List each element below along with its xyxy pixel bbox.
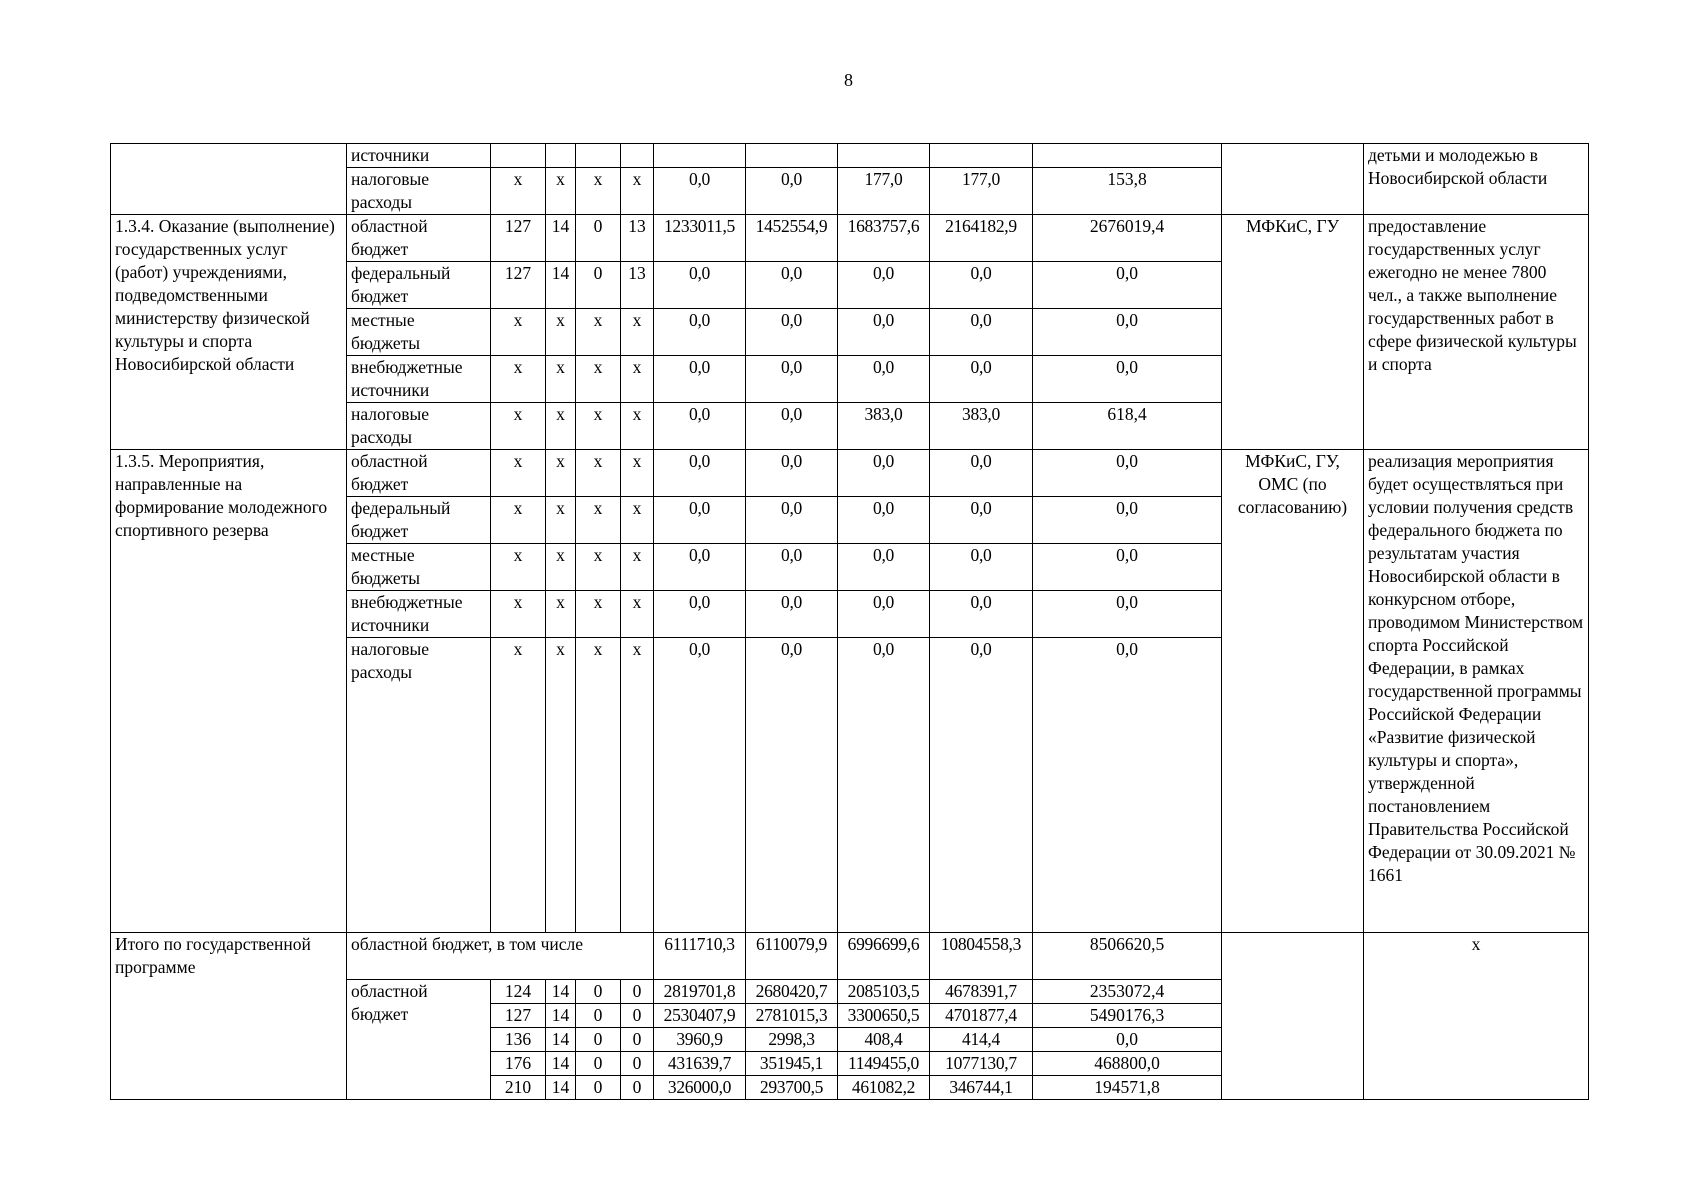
value-cell: 0,0 xyxy=(1033,544,1222,591)
code-cell: 13 xyxy=(621,262,654,309)
value-cell: 0,0 xyxy=(746,591,838,638)
expected-result: x xyxy=(1364,933,1589,1100)
value-cell: 0,0 xyxy=(838,591,930,638)
executor-cell: МФКиС, ГУ xyxy=(1222,215,1364,450)
code-cell: x xyxy=(621,591,654,638)
value-cell: 0,0 xyxy=(930,262,1033,309)
funding-source: налоговые расходы xyxy=(347,638,491,933)
code-cell: x xyxy=(546,356,576,403)
code-cell: x xyxy=(576,403,621,450)
expected-result: предоставление государственных услуг ежегодно не менее 7800 чел., а также выполнение государственных работ в сфере физической культуры и спорта xyxy=(1364,215,1589,450)
value-cell: 0,0 xyxy=(746,638,838,933)
value-cell xyxy=(838,144,930,168)
code-cell: 14 xyxy=(546,980,576,1004)
code-cell xyxy=(491,144,546,168)
funding-source: налоговые расходы xyxy=(347,168,491,215)
code-cell: x xyxy=(491,450,546,497)
value-cell: 4678391,7 xyxy=(930,980,1033,1004)
value-cell: 0,0 xyxy=(1033,450,1222,497)
page-number: 8 xyxy=(844,70,853,90)
value-cell: 351945,1 xyxy=(746,1052,838,1076)
code-cell xyxy=(621,144,654,168)
value-cell: 0,0 xyxy=(654,497,746,544)
value-cell: 0,0 xyxy=(930,356,1033,403)
code-cell: x xyxy=(621,638,654,933)
value-cell: 4701877,4 xyxy=(930,1004,1033,1028)
value-cell: 0,0 xyxy=(654,356,746,403)
code-cell: x xyxy=(576,591,621,638)
expected-result: реализация мероприятия будет осуществляться при условии получения средств федерального бюджета по результатам участия Новосибирской области в конкурсном отборе, проводимом Министерством спорта Российской Федерации, в рамках государственной программы Российской Федерации «Развитие физической культуры и спорта», утвержденной постановлением Правительства Российской Федерации от 30.09.2021 № 1661 xyxy=(1364,450,1589,933)
code-cell: 0 xyxy=(621,980,654,1004)
code-cell: 14 xyxy=(546,1028,576,1052)
value-cell: 6996699,6 xyxy=(838,933,930,980)
value-cell: 194571,8 xyxy=(1033,1076,1222,1100)
code-cell: 0 xyxy=(621,1004,654,1028)
value-cell: 5490176,3 xyxy=(1033,1004,1222,1028)
value-cell: 3960,9 xyxy=(654,1028,746,1052)
code-cell: x xyxy=(576,356,621,403)
code-cell: 0 xyxy=(576,215,621,262)
code-cell: 14 xyxy=(546,215,576,262)
code-cell: x xyxy=(491,403,546,450)
value-cell: 0,0 xyxy=(838,638,930,933)
value-cell: 0,0 xyxy=(1033,262,1222,309)
value-cell: 1233011,5 xyxy=(654,215,746,262)
value-cell: 0,0 xyxy=(1033,638,1222,933)
code-cell: x xyxy=(576,544,621,591)
value-cell: 177,0 xyxy=(930,168,1033,215)
code-cell: 127 xyxy=(491,215,546,262)
code-cell: x xyxy=(491,497,546,544)
code-cell: x xyxy=(576,638,621,933)
value-cell: 0,0 xyxy=(838,309,930,356)
value-cell: 0,0 xyxy=(746,309,838,356)
code-cell: 0 xyxy=(576,980,621,1004)
code-cell: x xyxy=(576,168,621,215)
value-cell: 0,0 xyxy=(1033,309,1222,356)
code-cell xyxy=(546,144,576,168)
value-cell: 0,0 xyxy=(838,450,930,497)
value-cell: 0,0 xyxy=(654,544,746,591)
value-cell: 2819701,8 xyxy=(654,980,746,1004)
total-label: Итого по государственной программе xyxy=(111,933,347,1100)
value-cell xyxy=(746,144,838,168)
value-cell: 0,0 xyxy=(654,638,746,933)
program-budget-table xyxy=(110,143,1589,1100)
value-cell xyxy=(654,144,746,168)
code-cell: 176 xyxy=(491,1052,546,1076)
value-cell: 2676019,4 xyxy=(1033,215,1222,262)
code-cell: 0 xyxy=(576,1004,621,1028)
value-cell: 2164182,9 xyxy=(930,215,1033,262)
code-cell: x xyxy=(491,356,546,403)
code-cell: x xyxy=(576,497,621,544)
value-cell: 0,0 xyxy=(838,262,930,309)
code-cell: 14 xyxy=(546,1052,576,1076)
code-cell: x xyxy=(621,356,654,403)
table-row xyxy=(111,933,1589,980)
funding-source: областной бюджет, в том числе xyxy=(347,933,654,980)
code-cell: 14 xyxy=(546,1004,576,1028)
value-cell: 2680420,7 xyxy=(746,980,838,1004)
value-cell: 153,8 xyxy=(1033,168,1222,215)
value-cell xyxy=(1033,144,1222,168)
code-cell: x xyxy=(546,403,576,450)
value-cell: 0,0 xyxy=(930,544,1033,591)
table-row xyxy=(111,144,1589,168)
code-cell: x xyxy=(546,544,576,591)
code-cell: x xyxy=(621,168,654,215)
value-cell: 1077130,7 xyxy=(930,1052,1033,1076)
value-cell: 10804558,3 xyxy=(930,933,1033,980)
value-cell: 0,0 xyxy=(746,403,838,450)
value-cell: 468800,0 xyxy=(1033,1052,1222,1076)
funding-source: налоговые расходы xyxy=(347,403,491,450)
value-cell: 0,0 xyxy=(930,497,1033,544)
code-cell: 0 xyxy=(621,1052,654,1076)
code-cell: x xyxy=(491,591,546,638)
value-cell: 0,0 xyxy=(930,450,1033,497)
code-cell: x xyxy=(621,497,654,544)
value-cell: 6110079,9 xyxy=(746,933,838,980)
value-cell: 326000,0 xyxy=(654,1076,746,1100)
value-cell: 0,0 xyxy=(930,638,1033,933)
value-cell: 461082,2 xyxy=(838,1076,930,1100)
value-cell: 6111710,3 xyxy=(654,933,746,980)
value-cell: 0,0 xyxy=(746,450,838,497)
value-cell: 177,0 xyxy=(838,168,930,215)
value-cell: 0,0 xyxy=(1033,1028,1222,1052)
value-cell: 383,0 xyxy=(838,403,930,450)
code-cell: x xyxy=(576,309,621,356)
value-cell: 1683757,6 xyxy=(838,215,930,262)
code-cell: x xyxy=(621,403,654,450)
code-cell: 14 xyxy=(546,1076,576,1100)
funding-source: внебюджетные источники xyxy=(347,356,491,403)
code-cell: 127 xyxy=(491,262,546,309)
code-cell xyxy=(576,144,621,168)
code-cell: x xyxy=(546,497,576,544)
value-cell: 0,0 xyxy=(1033,356,1222,403)
value-cell xyxy=(930,144,1033,168)
code-cell: 0 xyxy=(621,1028,654,1052)
value-cell: 0,0 xyxy=(930,591,1033,638)
code-cell: x xyxy=(546,591,576,638)
code-cell: 0 xyxy=(621,1076,654,1100)
code-cell: 13 xyxy=(621,215,654,262)
funding-source: внебюджетные источники xyxy=(347,591,491,638)
value-cell: 0,0 xyxy=(654,309,746,356)
code-cell: 0 xyxy=(576,1076,621,1100)
table-row xyxy=(111,215,1589,262)
value-cell: 8506620,5 xyxy=(1033,933,1222,980)
code-cell: 0 xyxy=(576,1052,621,1076)
code-cell: 127 xyxy=(491,1004,546,1028)
value-cell: 2353072,4 xyxy=(1033,980,1222,1004)
value-cell: 414,4 xyxy=(930,1028,1033,1052)
table-row xyxy=(111,450,1589,497)
code-cell: 14 xyxy=(546,262,576,309)
value-cell: 0,0 xyxy=(1033,497,1222,544)
funding-source: источники xyxy=(347,144,491,168)
program-item-name: 1.3.4. Оказание (выполнение) государственных услуг (работ) учреждениями, подведомственными министерству физической культуры и спорта Новосибирской области xyxy=(111,215,347,450)
value-cell: 0,0 xyxy=(746,262,838,309)
value-cell: 1452554,9 xyxy=(746,215,838,262)
value-cell: 0,0 xyxy=(746,356,838,403)
executor-cell xyxy=(1222,933,1364,1100)
value-cell: 0,0 xyxy=(838,497,930,544)
code-cell: 0 xyxy=(576,1028,621,1052)
funding-source: областной бюджет xyxy=(347,450,491,497)
executor-cell: МФКиС, ГУ, ОМС (по согласованию) xyxy=(1222,450,1364,933)
funding-source: местные бюджеты xyxy=(347,544,491,591)
value-cell: 383,0 xyxy=(930,403,1033,450)
value-cell: 0,0 xyxy=(746,168,838,215)
value-cell: 0,0 xyxy=(654,450,746,497)
value-cell: 0,0 xyxy=(654,591,746,638)
value-cell: 293700,5 xyxy=(746,1076,838,1100)
value-cell: 0,0 xyxy=(930,309,1033,356)
value-cell: 0,0 xyxy=(654,168,746,215)
value-cell: 0,0 xyxy=(654,403,746,450)
value-cell: 0,0 xyxy=(1033,591,1222,638)
code-cell: x xyxy=(491,544,546,591)
code-cell: 210 xyxy=(491,1076,546,1100)
program-item-name xyxy=(111,144,347,215)
value-cell: 2781015,3 xyxy=(746,1004,838,1028)
program-item-name: 1.3.5. Мероприятия, направленные на формирование молодежного спортивного резерва xyxy=(111,450,347,933)
value-cell: 0,0 xyxy=(746,497,838,544)
code-cell: 136 xyxy=(491,1028,546,1052)
funding-source: федеральный бюджет xyxy=(347,497,491,544)
code-cell: x xyxy=(546,638,576,933)
funding-source: местные бюджеты xyxy=(347,309,491,356)
value-cell: 2530407,9 xyxy=(654,1004,746,1028)
value-cell: 2085103,5 xyxy=(838,980,930,1004)
code-cell: x xyxy=(621,450,654,497)
value-cell: 1149455,0 xyxy=(838,1052,930,1076)
funding-source: федеральный бюджет xyxy=(347,262,491,309)
funding-source: областной бюджет xyxy=(347,215,491,262)
code-cell: x xyxy=(491,638,546,933)
value-cell: 618,4 xyxy=(1033,403,1222,450)
code-cell: x xyxy=(491,168,546,215)
value-cell: 3300650,5 xyxy=(838,1004,930,1028)
value-cell: 2998,3 xyxy=(746,1028,838,1052)
code-cell: x xyxy=(621,544,654,591)
code-cell: x xyxy=(621,309,654,356)
value-cell: 0,0 xyxy=(838,544,930,591)
value-cell: 431639,7 xyxy=(654,1052,746,1076)
expected-result: детьми и молодежью в Новосибирской области xyxy=(1364,144,1589,215)
code-cell: x xyxy=(576,450,621,497)
value-cell: 0,0 xyxy=(654,262,746,309)
value-cell: 408,4 xyxy=(838,1028,930,1052)
executor-cell xyxy=(1222,144,1364,215)
code-cell: x xyxy=(546,309,576,356)
code-cell: x xyxy=(546,168,576,215)
code-cell: 0 xyxy=(576,262,621,309)
code-cell: x xyxy=(491,309,546,356)
value-cell: 346744,1 xyxy=(930,1076,1033,1100)
value-cell: 0,0 xyxy=(746,544,838,591)
code-cell: 124 xyxy=(491,980,546,1004)
funding-source: областной бюджет xyxy=(347,980,491,1100)
code-cell: x xyxy=(546,450,576,497)
value-cell: 0,0 xyxy=(838,356,930,403)
